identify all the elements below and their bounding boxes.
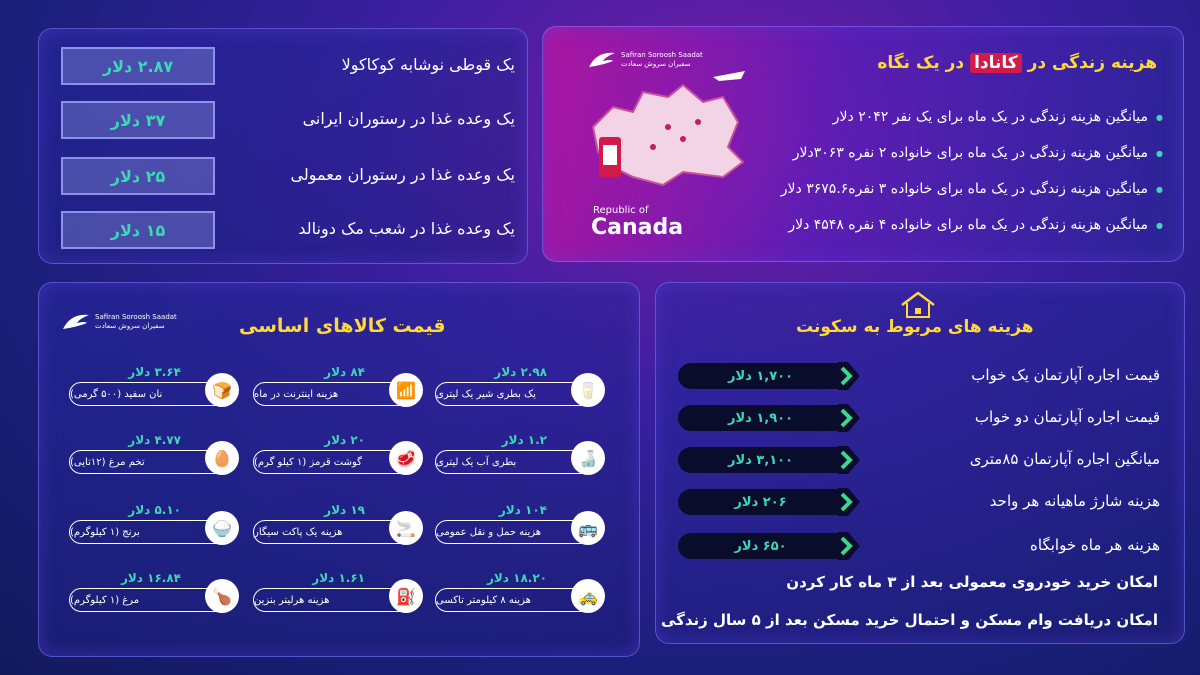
- title-post: در یک نگاه: [877, 53, 965, 73]
- eggs-icon: 🥚: [205, 441, 239, 475]
- housing-price: ۱,۹۰۰ دلار: [678, 405, 843, 431]
- housing-note: امکان دریافت وام مسکن و احتمال خرید مسکن بعد از ۵ سال زندگی: [660, 611, 1158, 629]
- goods-label: گوشت قرمز (۱ کیلو گرم): [253, 450, 413, 474]
- housing-price: ۱,۷۰۰ دلار: [678, 363, 843, 389]
- food-price-label: یک وعده غذا در رستوران معمولی: [290, 165, 515, 184]
- cost-bullet: ● میانگین هزینه زندگی در یک ماه برای خانواده ۳ نفره۳۶۷۵.۶ دلار: [781, 181, 1163, 197]
- logo-text-fa: سفیران سروش سعادت: [95, 322, 165, 330]
- goods-label: بطری آب یک لیتری: [435, 450, 595, 474]
- housing-price: ۶۵۰ دلار: [678, 533, 843, 559]
- goods-price: ۱۶.۸۴ دلار: [120, 571, 181, 585]
- taxi-icon: 🚕: [571, 579, 605, 613]
- chevron-right-icon: [838, 362, 860, 390]
- goods-card: [69, 365, 239, 413]
- goods-price: ۵.۱۰ دلار: [128, 503, 181, 517]
- republic-label: Republic of: [593, 205, 649, 216]
- food-price-box: ۲.۸۷ دلار: [61, 47, 215, 85]
- food-price-box: ۱۵ دلار: [61, 211, 215, 249]
- food-price-label: یک وعده غذا در رستوران ایرانی: [302, 109, 515, 128]
- goods-card: [253, 365, 423, 413]
- housing-title: هزینه های مربوط به سکونت: [796, 317, 1034, 337]
- bus-icon: 🚌: [571, 511, 605, 545]
- food-prices-panel: [38, 28, 528, 264]
- goods-price: ۲.۹۸ دلار: [494, 365, 547, 379]
- goods-card: [69, 433, 239, 481]
- housing-row: [678, 447, 1168, 475]
- goods-price: ۱.۲ دلار: [501, 433, 547, 447]
- cost-bullet: ● میانگین هزینه زندگی در یک ماه برای خانواده ۴ نفره ۴۵۴۸ دلار: [788, 217, 1163, 233]
- title-highlight: کانادا: [970, 53, 1022, 73]
- goods-label: هزینه اینترنت در ماه: [253, 382, 413, 406]
- food-price-row: [61, 101, 521, 139]
- cost-bullet: ● میانگین هزینه زندگی در یک ماه برای خانواده ۲ نفره ۳۰۶۳دلار: [793, 145, 1163, 161]
- goods-price: ۳.۶۴ دلار: [128, 365, 181, 379]
- housing-note: امکان خرید خودروی معمولی بعد از ۳ ماه کار کردن: [786, 573, 1158, 591]
- housing-price: ۳,۱۰۰ دلار: [678, 447, 843, 473]
- goods-label: برنج (۱ کیلوگرم): [69, 520, 229, 544]
- canada-title: [877, 53, 1157, 73]
- water-bottle-icon: 🍶: [571, 441, 605, 475]
- goods-card: [253, 503, 423, 551]
- goods-price: ۸۴ دلار: [324, 365, 365, 379]
- housing-row: [678, 489, 1168, 517]
- goods-label: هزینه ۸ کیلومتر تاکسی: [435, 588, 595, 612]
- food-price-box: ۳۷ دلار: [61, 101, 215, 139]
- goods-price: ۱۹ دلار: [324, 503, 365, 517]
- chevron-right-icon: [838, 446, 860, 474]
- milk-icon: 🥛: [571, 373, 605, 407]
- chicken-icon: 🍗: [205, 579, 239, 613]
- brand-logo: [61, 311, 177, 333]
- housing-label: قیمت اجاره آپارتمان یک خواب: [971, 366, 1160, 384]
- meat-icon: 🥩: [389, 441, 423, 475]
- chevron-right-icon: [838, 532, 860, 560]
- country-name: Canada: [591, 215, 684, 240]
- goods-label: هزینه یک پاکت سیگار: [253, 520, 413, 544]
- title-pre: هزینه زندگی در: [1027, 53, 1157, 73]
- goods-label: نان سفید (۵۰۰ گرمی): [69, 382, 229, 406]
- housing-label: میانگین اجاره آپارتمان ۸۵متری: [969, 450, 1160, 468]
- canada-map-illustration: [573, 67, 763, 217]
- goods-price: ۲۰ دلار: [324, 433, 365, 447]
- cigarette-icon: 🚬: [389, 511, 423, 545]
- housing-label: هزینه هر ماه خوابگاه: [1030, 536, 1160, 554]
- housing-row: [678, 363, 1168, 391]
- basic-goods-panel: [38, 282, 640, 657]
- food-price-row: [61, 157, 521, 195]
- goods-label: هزینه حمل و نقل عمومی: [435, 520, 595, 544]
- housing-price: ۲۰۶ دلار: [678, 489, 843, 515]
- food-price-box: ۲۵ دلار: [61, 157, 215, 195]
- housing-row: [678, 533, 1168, 561]
- food-price-label: یک وعده غذا در شعب مک دونالد: [298, 219, 515, 238]
- logo-text-fa: سفیران سروش سعادت: [621, 60, 691, 68]
- rice-icon: 🍚: [205, 511, 239, 545]
- housing-label: هزینه شارژ ماهیانه هر واحد: [989, 492, 1160, 510]
- logo-text-en: Safiran Soroosh Saadat: [621, 51, 703, 59]
- goods-card: [253, 571, 423, 619]
- housing-panel: [655, 282, 1185, 644]
- goods-price: ۱.۶۱ دلار: [312, 571, 365, 585]
- wing-logo-icon: [61, 311, 91, 333]
- food-price-label: یک قوطی نوشابه کوکاکولا: [341, 55, 515, 74]
- food-price-row: [61, 47, 521, 85]
- food-price-row: [61, 211, 521, 249]
- logo-text-en: Safiran Soroosh Saadat: [95, 313, 177, 321]
- cost-bullet: ● میانگین هزینه زندگی در یک ماه برای یک نفر ۲۰۴۲ دلار: [833, 109, 1163, 125]
- bread-icon: 🍞: [205, 373, 239, 407]
- chevron-right-icon: [838, 488, 860, 516]
- goods-card: [435, 365, 605, 413]
- goods-label: هزینه هرلیتر بنزین: [253, 588, 413, 612]
- wifi-icon: 📶: [389, 373, 423, 407]
- goods-card: [435, 433, 605, 481]
- housing-label: قیمت اجاره آپارتمان دو خواب: [974, 408, 1160, 426]
- canada-overview-panel: [542, 26, 1184, 262]
- goods-label: یک بطری شیر یک لیتری: [435, 382, 595, 406]
- housing-row: [678, 405, 1168, 433]
- goods-price: ۱۰۴ دلار: [498, 503, 547, 517]
- house-icon: [898, 291, 938, 319]
- goods-card: [69, 571, 239, 619]
- goods-title: قیمت کالاهای اساسی: [239, 315, 446, 337]
- goods-price: ۴.۷۷ دلار: [128, 433, 181, 447]
- chevron-right-icon: [838, 404, 860, 432]
- goods-label: تخم مرغ (۱۲تایی): [69, 450, 229, 474]
- goods-price: ۱۸.۲۰ دلار: [486, 571, 547, 585]
- goods-card: [435, 571, 605, 619]
- canada-map-icon: [573, 67, 763, 217]
- goods-card: [435, 503, 605, 551]
- fuel-icon: ⛽: [389, 579, 423, 613]
- goods-card: [253, 433, 423, 481]
- goods-card: [69, 503, 239, 551]
- goods-label: مرغ (۱ کیلوگرم): [69, 588, 229, 612]
